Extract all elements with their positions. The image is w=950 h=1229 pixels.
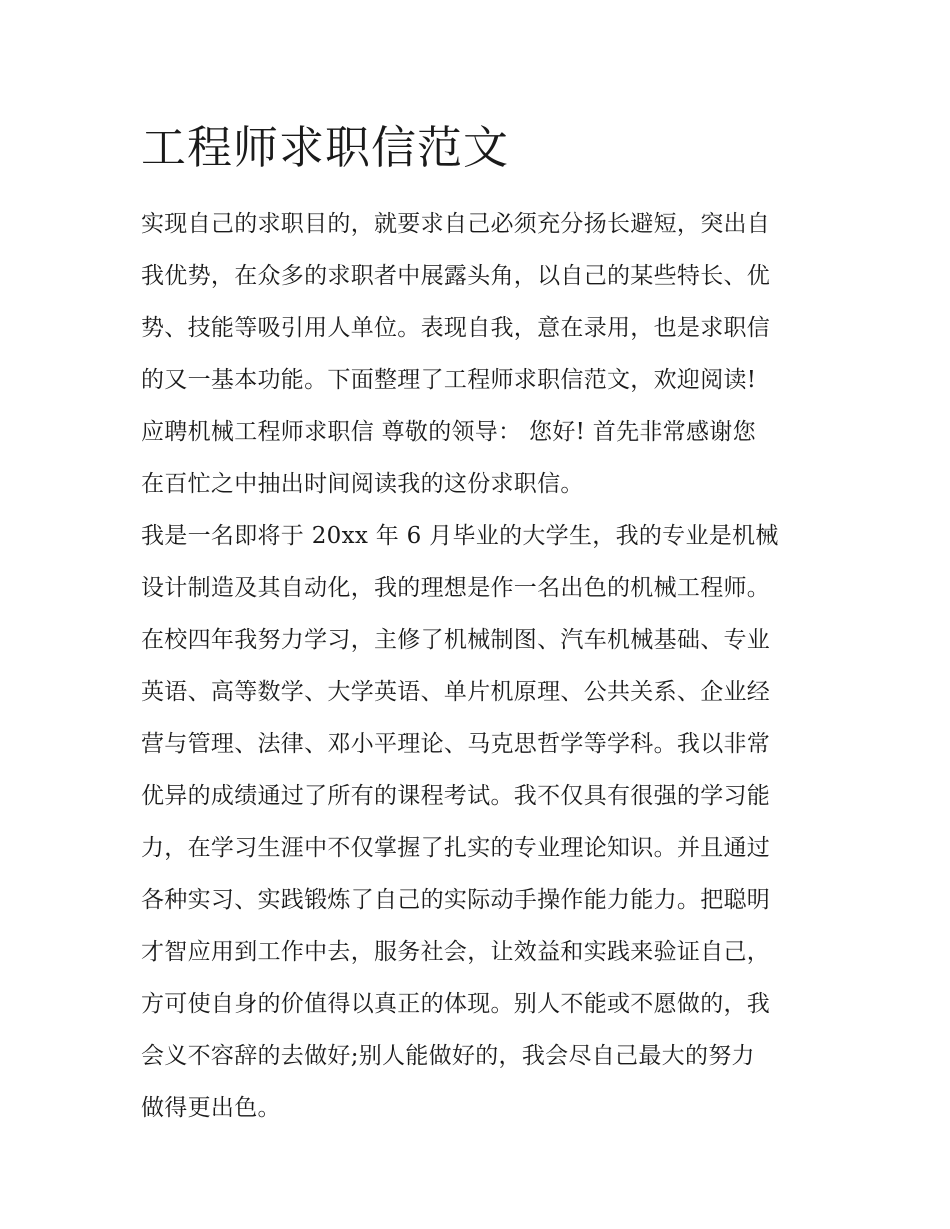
body-line: 实现自己的求职目的，就要求自己必须充分扬长避短，突出自: [141, 211, 771, 237]
body-line: 做得更出色。: [141, 1095, 281, 1121]
body-line: 我优势，在众多的求职者中展露头角，以自己的某些特长、优: [141, 263, 771, 289]
body-line: 应聘机械工程师求职信 尊敬的领导： 您好! 首先非常感谢您: [141, 419, 756, 445]
body-line: 方可使自身的价值得以真正的体现。别人不能或不愿做的，我: [141, 991, 771, 1017]
document-title: 工程师求职信范文: [141, 121, 510, 174]
body-line: 会义不容辞的去做好;别人能做好的，我会尽自己最大的努力: [141, 1043, 755, 1069]
body-line: 我是一名即将于 20xx 年 6 月毕业的大学生，我的专业是机械: [141, 523, 779, 549]
body-line: 各种实习、实践锻炼了自己的实际动手操作能力能力。把聪明: [141, 887, 771, 913]
document-body: [141, 198, 831, 1134]
body-line: 英语、高等数学、大学英语、单片机原理、公共关系、企业经: [141, 679, 771, 705]
body-line: 力，在学习生涯中不仅掌握了扎实的专业理论知识。并且通过: [141, 835, 771, 861]
body-line: 营与管理、法律、邓小平理论、马克思哲学等学科。我以非常: [141, 731, 771, 757]
body-line: 才智应用到工作中去，服务社会，让效益和实践来验证自己，: [141, 939, 771, 965]
body-line: 优异的成绩通过了所有的课程考试。我不仅具有很强的学习能: [141, 783, 771, 809]
body-line: 的又一基本功能。下面整理了工程师求职信范文，欢迎阅读!: [141, 367, 757, 393]
body-line: 势、技能等吸引用人单位。表现自我，意在录用，也是求职信: [141, 315, 771, 341]
body-line: 设计制造及其自动化，我的理想是作一名出色的机械工程师。: [141, 575, 771, 601]
body-line: 在校四年我努力学习，主修了机械制图、汽车机械基础、专业: [141, 627, 771, 653]
body-line: 在百忙之中抽出时间阅读我的这份求职信。: [141, 471, 584, 497]
